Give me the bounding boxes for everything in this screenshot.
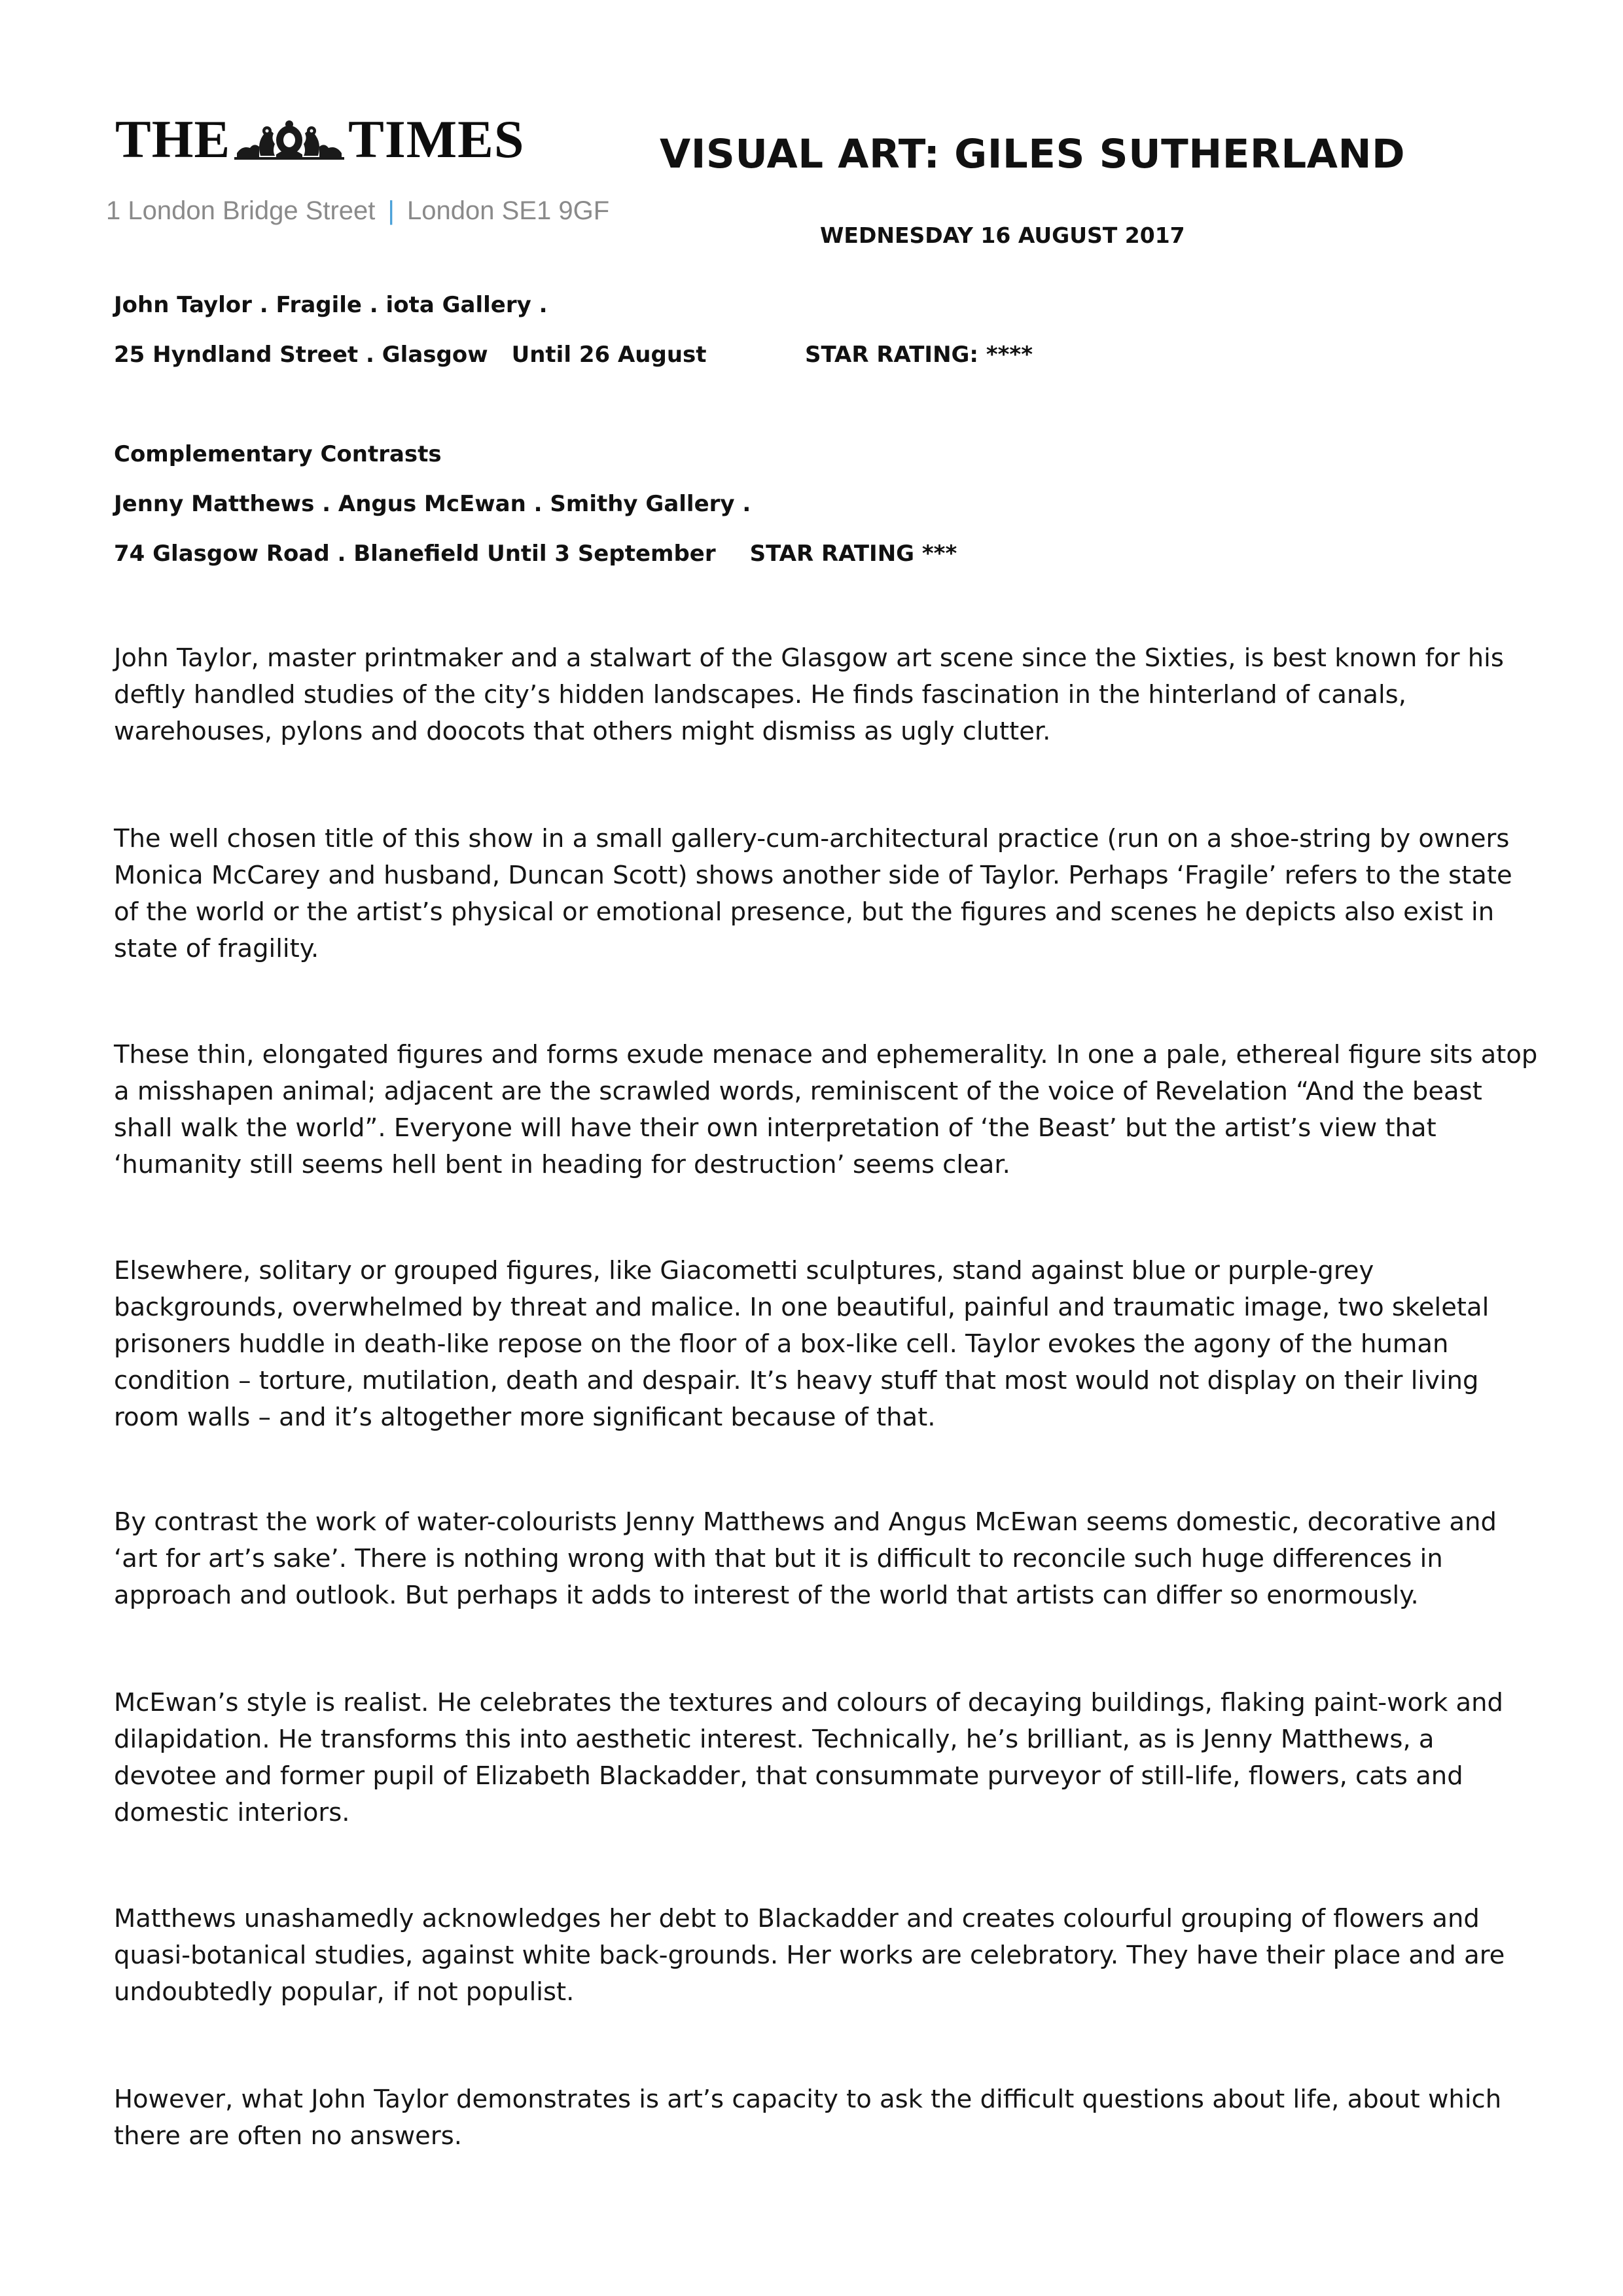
article-headline: VISUAL ART: GILES SUTHERLAND [660,131,1406,177]
article-paragraph-5: By contrast the work of water-colourists Jenny Matthews and Angus McEwan seems domestic, decorative and ‘art for art’s sake’. There is nothing wrong with that but it is difficult to reconcile such huge differences in approach and outlook. But perhaps it adds to interest of the world that artists can differ so enormously. [114,1507,1497,1610]
masthead [106,109,610,226]
logo-text-the: THE [115,109,231,169]
listing-contrasts-title: Complementary Contrasts [114,441,442,467]
article-paragraph-7: Matthews unashamedly acknowledges her debt to Blackadder and creates colourful grouping of flowers and quasi-botanical studies, against white back-grounds. Her works are celebratory. They have their place and are undoubtedly popular, if not populist. [114,1904,1505,2007]
article-paragraph-3: These thin, elongated figures and forms exude menace and ephemerality. In one a pale, ethereal figure sits atop a misshapen animal; adjacent are the scrawled words, reminiscent of the voice of Revelation “And the beast shall walk the world”. Everyone will have their own interpretation of ‘the Beast’ but the artist’s view that ‘humanity still seems hell bent in heading for destruction’ seems clear. [114,1040,1538,1179]
article-paragraph-6: McEwan’s style is realist. He celebrates the textures and colours of decaying buildings, flaking paint-work and dilapidation. He transforms this into aesthetic interest. Technically, he’s brilliant, as is Jenny Matthews, a devotee and former pupil of Elizabeth Blackadder, that consummate purveyor of still-life, flowers, cats and domestic interiors. [114,1688,1503,1827]
article-paragraph-4: Elsewhere, solitary or grouped figures, like Giacometti sculptures, stand against blue or purple-grey backgrounds, overwhelmed by threat and malice. In one beautiful, painful and traumatic image, two skeletal prisoners huddle in death-like repose on the floor of a box-like cell. Taylor evokes the agony of the human condition – torture, mutilation, death and despair. It’s heavy stuff that most would not display on their living room walls – and it’s altogether more significant because of that. [114,1256,1489,1432]
article-paragraph-2: The well chosen title of this show in a small gallery-cum-architectural practice (run on a shoe-string by owners Monica McCarey and husband, Duncan Scott) shows another side of Taylor. Perhaps ‘Fragile’ refers to the state of the world or the artist’s physical or emotional presence, but the figures and scenes he depicts also exist in state of fragility. [114,824,1512,963]
listing-taylor-dates: Until 26 August [511,342,707,368]
listing-taylor-details [114,342,707,368]
article-paragraph-8: However, what John Taylor demonstrates is art’s capacity to ask the difficult questions about life, about which there are often no answers. [114,2085,1502,2151]
address-street: 1 London Bridge Street [106,196,376,225]
address-separator: | [387,196,395,225]
listing-contrasts-rating: STAR RATING *** [749,541,957,567]
logo-text-times: TIMES [348,109,525,169]
listing-contrasts-address: 74 Glasgow Road . Blanefield Until 3 September [114,541,716,567]
publisher-address [106,196,610,226]
listing-taylor-address: 25 Hyndland Street . Glasgow [114,342,488,368]
address-city: London SE1 9GF [407,196,610,225]
listing-contrasts-show: Jenny Matthews . Angus McEwan . Smithy Gallery . [114,491,751,517]
article-paragraph-1: John Taylor, master printmaker and a stalwart of the Glasgow art scene since the Sixties, is best known for his deftly handled studies of the city’s hidden landscapes. He finds fascination in the hinterland of canals, warehouses, pylons and doocots that others might dismiss as ugly clutter. [114,643,1504,746]
listing-contrasts-details [114,541,957,567]
royal-crest-icon [234,117,344,162]
listing-taylor-show: John Taylor . Fragile . iota Gallery . [114,292,548,318]
article-date: WEDNESDAY 16 AUGUST 2017 [820,223,1185,248]
times-logo [115,111,586,168]
listing-taylor-rating: STAR RATING: **** [805,342,1033,368]
